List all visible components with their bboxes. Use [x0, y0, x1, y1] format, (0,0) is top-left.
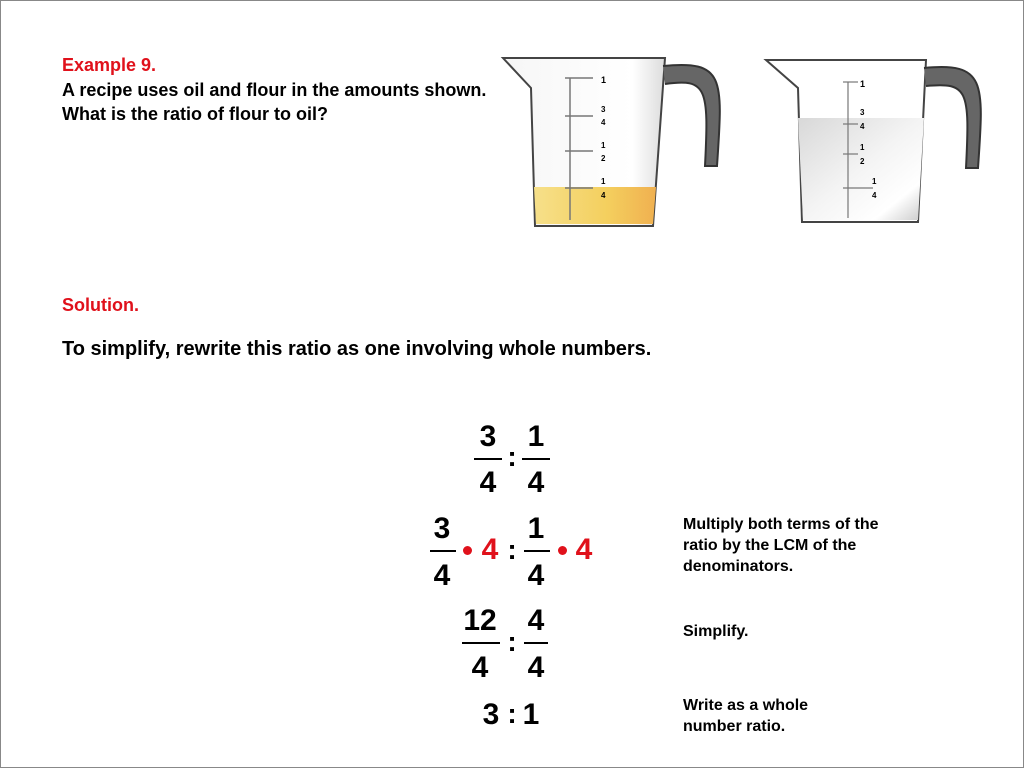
svg-text:1: 1 — [601, 177, 606, 186]
svg-text:1: 1 — [860, 79, 866, 89]
svg-text:1: 1 — [601, 141, 606, 150]
flour-fill — [798, 118, 924, 220]
svg-text:1: 1 — [872, 177, 877, 186]
step2-colon: : — [507, 534, 517, 565]
solution-text: To simplify, rewrite this ratio as one involving whole numbers. — [62, 338, 652, 360]
step2-note: Multiply both terms of the ratio by the LCM of the denominators. — [683, 516, 879, 575]
solution-title: Solution. — [62, 295, 139, 315]
fraction-bar — [430, 550, 456, 552]
step1-colon: : — [507, 441, 517, 472]
step3-colon: : — [507, 626, 517, 657]
step3-note: Simplify. — [683, 623, 749, 640]
step4-right: 1 — [522, 698, 540, 731]
svg-text:4: 4 — [601, 191, 606, 200]
svg-text:1: 1 — [860, 143, 865, 152]
example-title: Example 9. — [62, 55, 157, 75]
step1-right-numerator: 1 — [527, 420, 545, 453]
fraction-bar — [462, 642, 500, 644]
svg-text:4: 4 — [860, 122, 865, 131]
cup-handle — [663, 65, 720, 166]
fraction-bar — [522, 458, 550, 460]
svg-text:3: 3 — [601, 105, 606, 114]
svg-text:3: 3 — [860, 108, 865, 117]
svg-text:1: 1 — [601, 75, 607, 85]
svg-text:4: 4 — [601, 118, 606, 127]
svg-text:2: 2 — [860, 157, 865, 166]
step3-right-denominator: 4 — [527, 651, 545, 684]
problem-text: A recipe uses oil and flour in the amounts shown. What is the ratio of flour to oil? — [62, 80, 487, 124]
oil-fill — [534, 187, 656, 224]
step2-left-numerator: 3 — [433, 512, 451, 545]
step3-left-denominator: 4 — [471, 651, 489, 684]
step4-left: 3 — [482, 698, 500, 731]
step2-left-denominator: 4 — [433, 559, 451, 592]
cup-handle — [924, 67, 981, 168]
flour-measuring-cup — [758, 54, 998, 234]
step2-right-numerator: 1 — [527, 512, 545, 545]
step2-left-multiplier: 4 — [481, 533, 499, 566]
step1-left-denominator: 4 — [479, 466, 497, 499]
svg-text:2: 2 — [601, 154, 606, 163]
svg-text:4: 4 — [872, 191, 877, 200]
oil-measuring-cup — [495, 48, 735, 233]
step2-right-denominator: 4 — [527, 559, 545, 592]
fraction-bar — [524, 642, 548, 644]
step2-right-multiplier: 4 — [575, 533, 593, 566]
step3-right-numerator: 4 — [527, 604, 545, 637]
fraction-bar — [474, 458, 502, 460]
step4-note: Write as a whole number ratio. — [683, 697, 809, 735]
step4-colon: : — [507, 698, 517, 729]
fraction-bar — [524, 550, 550, 552]
step1-right-denominator: 4 — [527, 466, 545, 499]
step3-left-numerator: 12 — [463, 604, 497, 637]
step1-left-numerator: 3 — [479, 420, 497, 453]
